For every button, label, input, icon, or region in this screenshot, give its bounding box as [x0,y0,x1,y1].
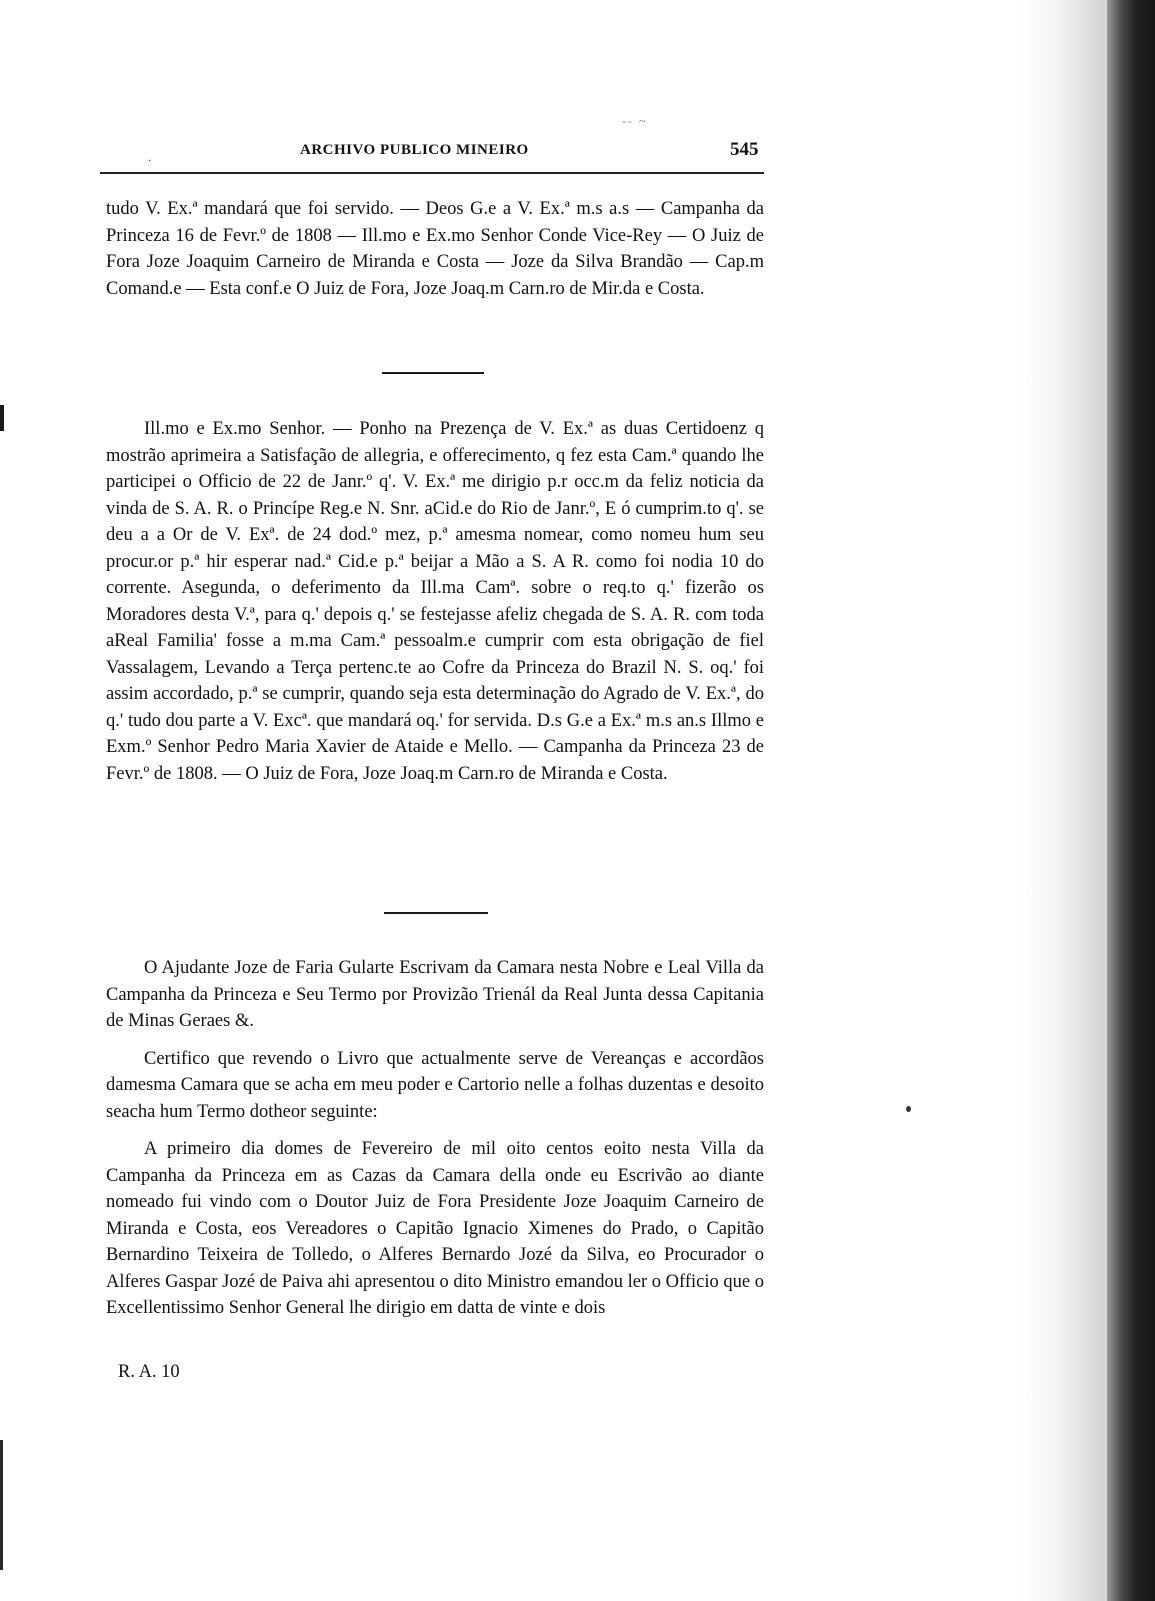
certificate-heading: O Ajudante Joze de Faria Gularte Escrivam da Camara nesta Nobre e Leal Villa da Campanha da Princeza e Seu Termo por Provizão Trienál da Real Junta dessa Capitania de Minas Geraes &. [106,958,764,1031]
second-block [106,416,764,787]
paragraph-2: Ill.mo e Ex.mo Senhor. — Ponho na Prezença de V. Ex.ª as duas Certidoenz q mostrão aprimeira a Satisfação de allegria, e offerecimento, q fez esta Cam.ª quando lhe participei o Officio de 22 de Janr.º q'. V. Ex.ª me dirigio p.r occ.m da feliz noticia da vinda de S. A. R. o Princípe Reg.e N. Snr. aCid.e do Rio de Janr.º, E ó cumprim.to q'. se deu a a Or de V. Exª. de 24 dod.º mez, p.ª amesma nomear, como nomeu hum seu procur.or p.ª hir esperar nad.ª Cid.e p.ª beijar a Mão a S. A R. como foi nodia 10 do corrente. Asegunda, o deferimento da Ill.ma Camª. sobre o req.to q.' fizerão os Moradores desta V.ª, para q.' depois q.' se festejasse afeliz chegada de S. A. R. com toda aReal Familia' fosse a m.ma Cam.ª pessoalm.e cumprir com esta obrigação de fiel Vassalagem, Levando a Terça pertenc.te ao Cofre da Princeza do Brazil N. S. oq.' foi assim accordado, p.ª se cumprir, quando seja esta determinação do Agrado de V. Ex.ª, do q.' tudo dou parte a V. Excª. que mandará oq.' for servida. D.s G.e a Ex.ª m.s an.s Illmo e Exm.º Senhor Pedro Maria Xavier de Ataide e Mello. — Campanha da Princeza 23 de Fevr.º de 1808. — O Juiz de Fora, Joze Joaq.m Carn.ro de Miranda e Costa. [106,419,764,784]
page-header [104,114,764,168]
page-number: 545 [730,139,759,160]
stray-dot [906,1106,911,1112]
running-title: ARCHIVO PUBLICO MINEIRO [300,142,529,158]
signature: R. A. 10 [118,1362,180,1382]
page-edge-shadow [1020,0,1155,1601]
first-block [106,196,764,302]
separator-2 [384,912,488,914]
left-margin-mark [0,405,4,431]
paragraph-1: tudo V. Ex.ª mandará que foi servido. — Deos G.e a V. Ex.ª m.s a.s — Campanha da Princeza 16 de Fevr.º de 1808 — Ill.mo e Ex.mo Senhor Conde Vice-Rey — O Juiz de Fora Joze Joaquim Carneiro de Miranda e Costa — Joze da Silva Brandão — Cap.m Comand.e — Esta conf.e O Juiz de Fora, Joze Joaq.m Carn.ro de Mir.da e Costa. [106,199,764,299]
header-stamp: -- ~ [622,114,648,128]
left-margin-mark-lower [0,1440,3,1570]
certifico-paragraph: Certifico que revendo o Livro que actualmente serve de Vereanças e accordãos damesma Camara que se acha em meu poder e Cartorio nelle a folhas duzentas e desoito seacha hum Termo dotheor seguinte: [106,1048,764,1122]
separator-1 [382,372,484,374]
header-rule [100,172,764,174]
third-block [106,955,764,1322]
header-dot: . [148,150,151,164]
primeiro-paragraph: A primeiro dia domes de Fevereiro de mil oito centos eoito nesta Villa da Campanha da Princeza em as Cazas da Camara della onde eu Escrivão ao diante nomeado fui vindo com o Doutor Juiz de Fora Presidente Joze Joaquim Carneiro de Miranda e Costa, eos Vereadores o Capitão Ignacio Ximenes do Prado, o Capitão Bernardino Teixeira de Tolledo, o Alferes Bernardo Jozé da Silva, eo Procurador o Alferes Gaspar Jozé de Paiva ahi apresentou o dito Ministro emandou ler o Officio que o Excellentissimo Senhor General lhe dirigio em datta de vinte e dois [106,1139,764,1318]
page-edge-dark [1107,0,1155,1601]
